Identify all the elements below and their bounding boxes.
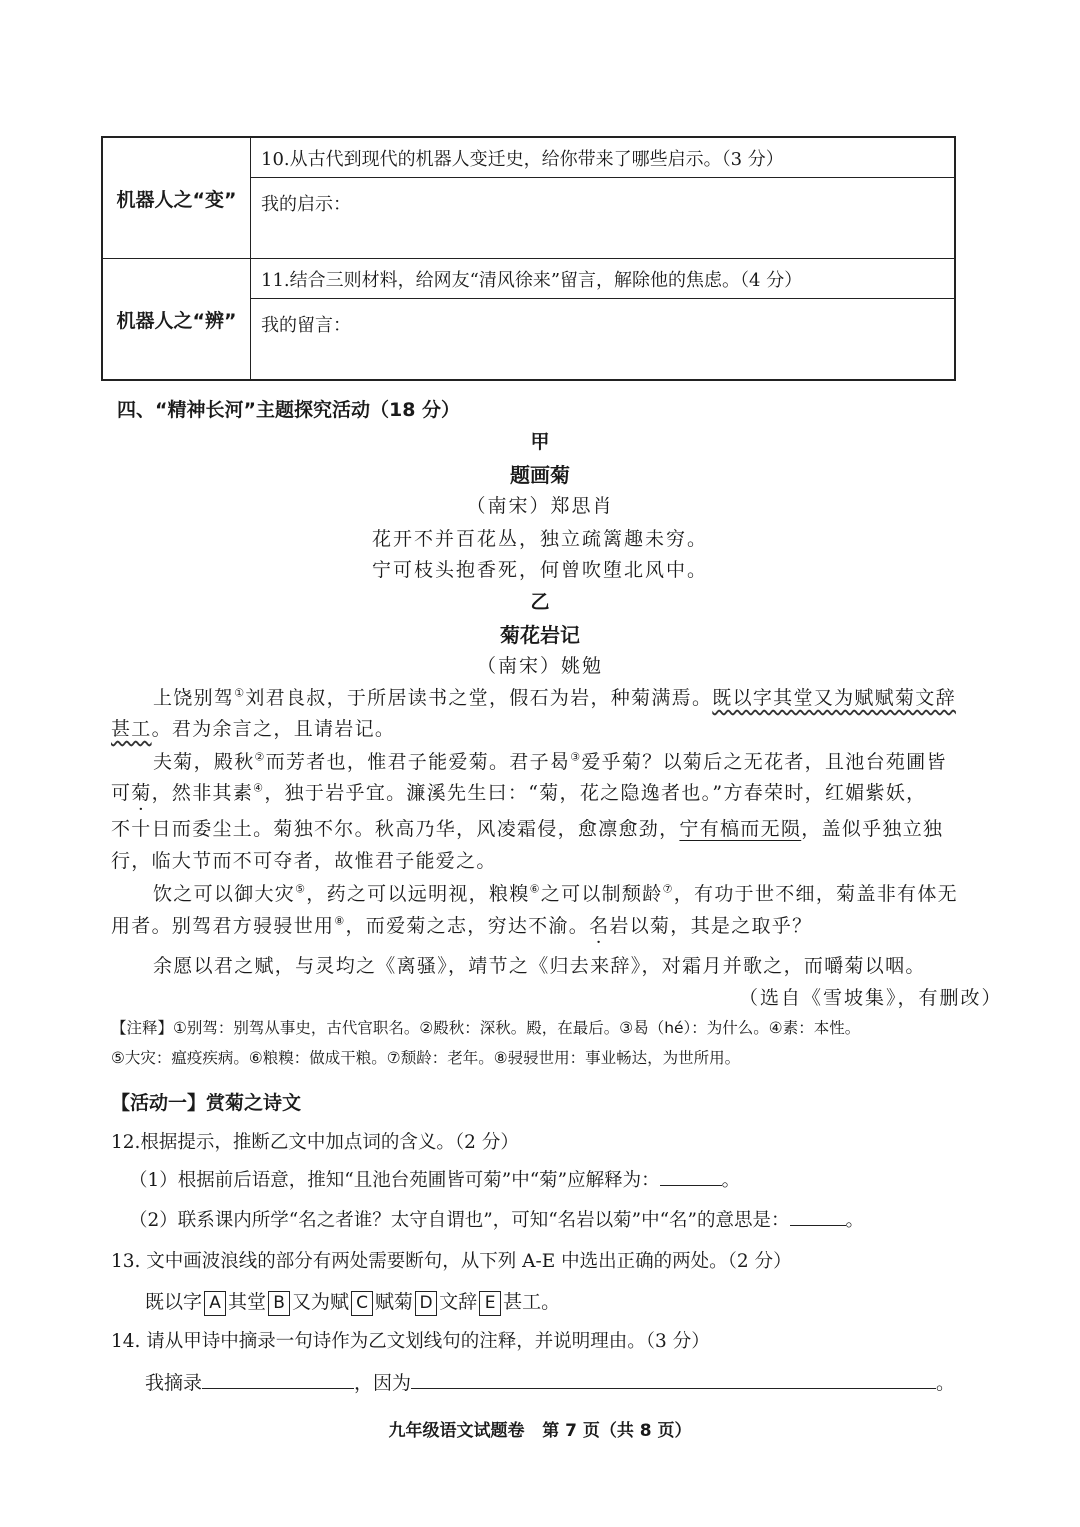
- dotted-word-ju: 菊: [131, 782, 152, 804]
- robot-table: [101, 136, 956, 381]
- wavy-underlined-text: 既以字其堂又为赋赋菊文辞: [712, 687, 956, 709]
- essay-p1-line1: 上饶别驾①刘君良叔，于所居读书之堂，假石为岩，种菊满焉。既以字其堂又为赋赋菊文辞: [153, 686, 956, 709]
- q13-stem: 13. 文中画波浪线的部分有两处需要断句，从下列 A-E 中选出正确的两处。（2 分）: [111, 1251, 792, 1272]
- essay-source: （选自《雪坡集》，有删改）: [739, 987, 1003, 1009]
- answer-blank-14-excerpt[interactable]: [202, 1372, 354, 1389]
- essay-p3-line2: 用者。别驾君方骎骎世用⑧，而爱菊之志，穷达不渝。名岩以菊，其是之取乎？: [111, 914, 813, 937]
- activity-1-title: 【活动一】赏菊之诗文: [111, 1092, 302, 1114]
- answer-area-10[interactable]: [251, 178, 956, 259]
- poem-line-2: 宁可枝头抱香死，何曾吹堕北风中。: [371, 559, 708, 581]
- q13-options: 既以字 A 其堂 B 又为赋 C 赋菊 D 文辞 E 甚工。: [145, 1287, 560, 1316]
- poem-mark: 甲: [530, 431, 550, 453]
- page-footer: 九年级语文试题卷 第 7 页（共 8 页）: [388, 1421, 692, 1441]
- answer-label-10: 我的启示：: [261, 194, 351, 215]
- poem-line-1: 花开不并百花丛，独立疏篱趣未穷。: [371, 528, 708, 550]
- essay-p2-line3: 不十日而委尘土。菊独不尔。秋高乃华，风凌霜侵，愈凛愈劲，宁有槁而无陨，盖似乎独立独: [111, 818, 944, 840]
- break-option-e[interactable]: E: [479, 1291, 501, 1316]
- essay-title: 菊花岩记: [500, 623, 580, 647]
- question-11: 11.结合三则材料，给网友“清风徐来”留言，解除他的焦虑。（4 分）: [251, 259, 956, 299]
- row-label-change: 机器人之“变”: [102, 137, 251, 259]
- essay-p2-line2: 可菊，然非其素④，独于岩乎宜。濂溪先生曰：“菊，花之隐逸者也。”方春荣时，红媚紫妖，: [111, 781, 927, 804]
- notes-line-1: 【注释】①别驾：别驾从事史，古代官职名。②殿秋：深秋。殿，在最后。③曷（hé）：为什么。④素：本性。: [111, 1019, 861, 1037]
- row-label-distinguish: 机器人之“辨”: [102, 259, 251, 381]
- q14-answer-line: 我摘录 ，因为 。: [145, 1372, 956, 1394]
- q14-stem: 14. 请从甲诗中摘录一句诗作为乙文划线句的注释，并说明理由。（3 分）: [111, 1331, 710, 1352]
- essay-p4: 余愿以君之赋，与灵均之《离骚》，靖节之《归去来辞》，对霜月并歌之，而嚼菊以咽。: [153, 955, 926, 977]
- q12-sub1: （1）根据前后语意，推知“且池台苑圃皆可菊”中“菊”应解释为： 。: [129, 1170, 741, 1191]
- break-option-b[interactable]: B: [268, 1291, 290, 1316]
- break-option-d[interactable]: D: [415, 1291, 437, 1316]
- answer-blank-12-2[interactable]: [790, 1209, 846, 1226]
- answer-area-11[interactable]: [251, 299, 956, 381]
- essay-p3-line1: 饮之可以御大灾⑤，药之可以远明视，粮糗⑥之可以制颓龄⑦，有功于世不细，菊盖非有体无: [153, 882, 958, 905]
- section-title: 四、“精神长河”主题探究活动（18 分）: [117, 399, 461, 421]
- answer-blank-12-1[interactable]: [660, 1169, 722, 1186]
- q12-stem: 12.根据提示，推断乙文中加点词的含义。（2 分）: [111, 1132, 519, 1153]
- essay-p2-line4: 行，临大节而不可夺者，故惟君子能爱之。: [111, 850, 497, 872]
- question-10: 10.从古代到现代的机器人变迁史，给你带来了哪些启示。（3 分）: [251, 137, 956, 178]
- break-option-c[interactable]: C: [351, 1291, 373, 1316]
- poem-title: 题画菊: [510, 463, 570, 487]
- essay-author: （南宋）姚勉: [476, 655, 603, 677]
- break-option-a[interactable]: A: [204, 1291, 226, 1316]
- underlined-sentence: 宁有槁而无陨: [679, 818, 802, 840]
- q12-sub2: （2）联系课内所学“名之者谁？太守自谓也”，可知“名岩以菊”中“名”的意思是： 。: [129, 1210, 865, 1231]
- essay-p1-line2: 甚工。君为余言之，且请岩记。: [111, 718, 396, 740]
- essay-p2-line1: 夫菊，殿秋②而芳者也，惟君子能爱菊。君子曷③爱乎菊？以菊后之无花者，且池台苑圃皆: [153, 750, 947, 773]
- poem-author: （南宋）郑思肖: [466, 495, 614, 517]
- dotted-word-ming: 名: [589, 915, 610, 937]
- essay-mark: 乙: [530, 591, 550, 613]
- answer-label-11: 我的留言：: [261, 315, 351, 336]
- notes-line-2: ⑤大灾：瘟疫疾病。⑥粮糗：做成干粮。⑦颓龄：老年。⑧骎骎世用：事业畅达，为世所用。: [111, 1049, 741, 1067]
- answer-blank-14-reason[interactable]: [411, 1372, 936, 1389]
